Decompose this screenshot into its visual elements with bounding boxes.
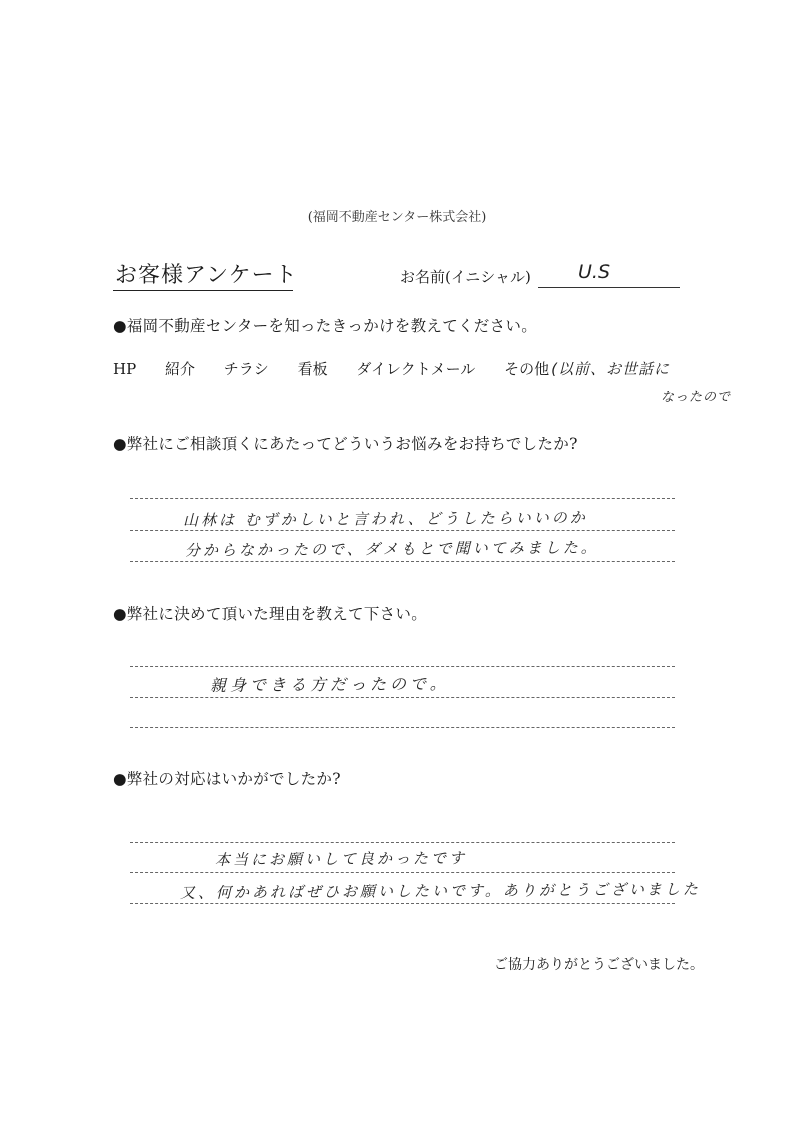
question-1-options — [113, 358, 694, 379]
option-hp: HP — [113, 360, 137, 378]
option-flyer: チラシ — [223, 360, 269, 378]
answer-4-line-1: 本当にお願いして良かったです — [214, 849, 468, 869]
form-title: お客様アンケート — [115, 263, 298, 288]
thanks-message: ご協力ありがとうございました。 — [494, 957, 704, 973]
question-3: ●弊社に決めて頂いた理由を教えて下さい。 — [113, 605, 428, 623]
question-4: ●弊社の対応はいかがでしたか? — [113, 770, 341, 788]
answer-line — [130, 903, 675, 904]
name-label: お名前(イニシャル) — [400, 268, 531, 286]
answer-2-line-2: 分からなかったので、ダメもとで聞いてみました。 — [184, 538, 599, 560]
answer-line — [130, 561, 675, 562]
answer-2-line-1: 山林は むずかしいと言われ、どうしたらいいのか — [182, 508, 588, 530]
company-name: (福岡不動産センター株式会社) — [307, 210, 487, 225]
answer-line — [130, 872, 675, 873]
answer-line — [130, 842, 675, 843]
name-value: U.S — [578, 261, 611, 283]
option-signboard: 看板 — [297, 360, 328, 378]
title-underline — [113, 290, 293, 291]
answer-3-line-1: 親身できる方だったので。 — [209, 674, 450, 695]
option-referral: 紹介 — [164, 360, 195, 378]
other-answer-line-2: なったので — [660, 389, 732, 406]
question-2: ●弊社にご相談頂くにあたってどういうお悩みをお持ちでしたか? — [113, 435, 578, 453]
answer-4-line-2: 又、何かあればぜひお願いしたいです。ありがとうございました — [179, 880, 701, 902]
question-1: ●福岡不動産センターを知ったきっかけを教えてください。 — [113, 317, 538, 335]
answer-line — [130, 498, 675, 499]
answer-line — [130, 666, 675, 667]
answer-line — [130, 727, 675, 728]
option-direct-mail: ダイレクトメール — [356, 360, 476, 378]
other-answer-line-1: (以前、お世話に — [551, 360, 670, 378]
option-other: その他 — [504, 360, 550, 378]
answer-line — [130, 697, 675, 698]
name-underline — [538, 287, 680, 288]
